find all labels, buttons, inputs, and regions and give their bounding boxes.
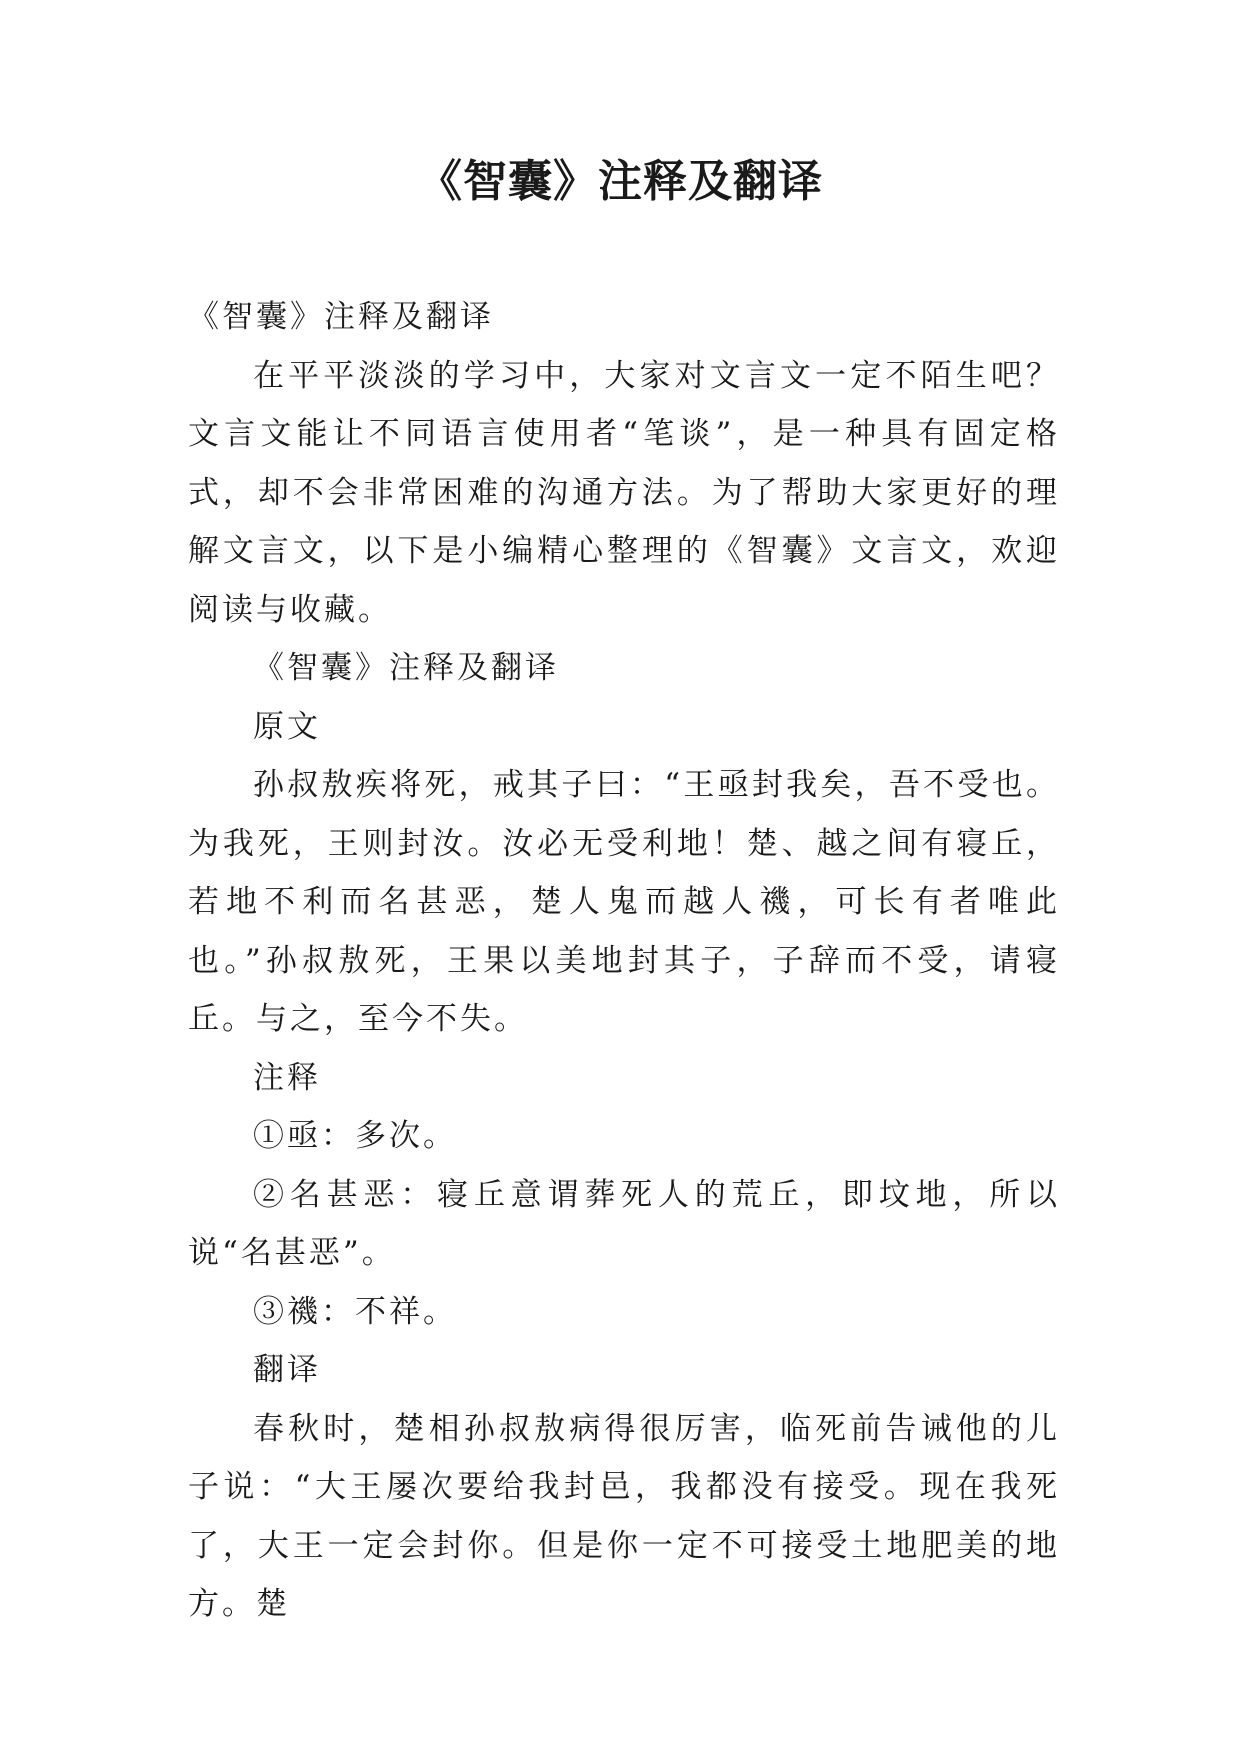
section-label-notes: 注释 [253, 1059, 321, 1096]
paragraph-intro: 在平平淡淡的学习中，大家对文言文一定不陌生吧？文言文能让不同语言使用者“笔谈”，是一种具有固定格式，却不会非常困难的沟通方法。为了帮助大家更好的理解文言文，以下是小编精心整理的《智囊》文言文，欢迎阅读与收藏。 [188, 357, 1060, 628]
section-label-translation: 翻译 [253, 1352, 321, 1388]
note-item-1: ①亟：多次。 [253, 1118, 457, 1154]
paragraph-original-text: 孙叔敖疾将死，戒其子曰：“王亟封我矣，吾不受也。为我死，王则封汝。汝必无受利地！楚、越之间有寝丘，若地不利而名甚恶，楚人鬼而越人禨，可长有者唯此也。”孙叔敖死，王果以美地封其子，子辞而不受，请寝丘。与之，至今不失。 [188, 767, 1060, 1037]
note-item-3: ③禨：不祥。 [253, 1293, 457, 1330]
document-title: 《智囊》注释及翻译 [418, 156, 823, 207]
paragraph-translation: 春秋时，楚相孙叔敖病得很厉害，临死前告诫他的儿子说：“大王屡次要给我封邑，我都没有接受。现在我死了，大王一定会封你。但是你一定不可接受土地肥美的地方。楚 [188, 1410, 1060, 1622]
document-body [188, 288, 1060, 1634]
section-label-original: 原文 [253, 708, 321, 745]
note-item-2: ②名甚恶：寝丘意谓葬死人的荒丘，即坟地，所以说“名甚恶”。 [188, 1176, 1060, 1271]
paragraph-heading: 《智囊》注释及翻译 [188, 299, 494, 335]
paragraph-subtitle: 《智囊》注释及翻译 [253, 650, 559, 686]
